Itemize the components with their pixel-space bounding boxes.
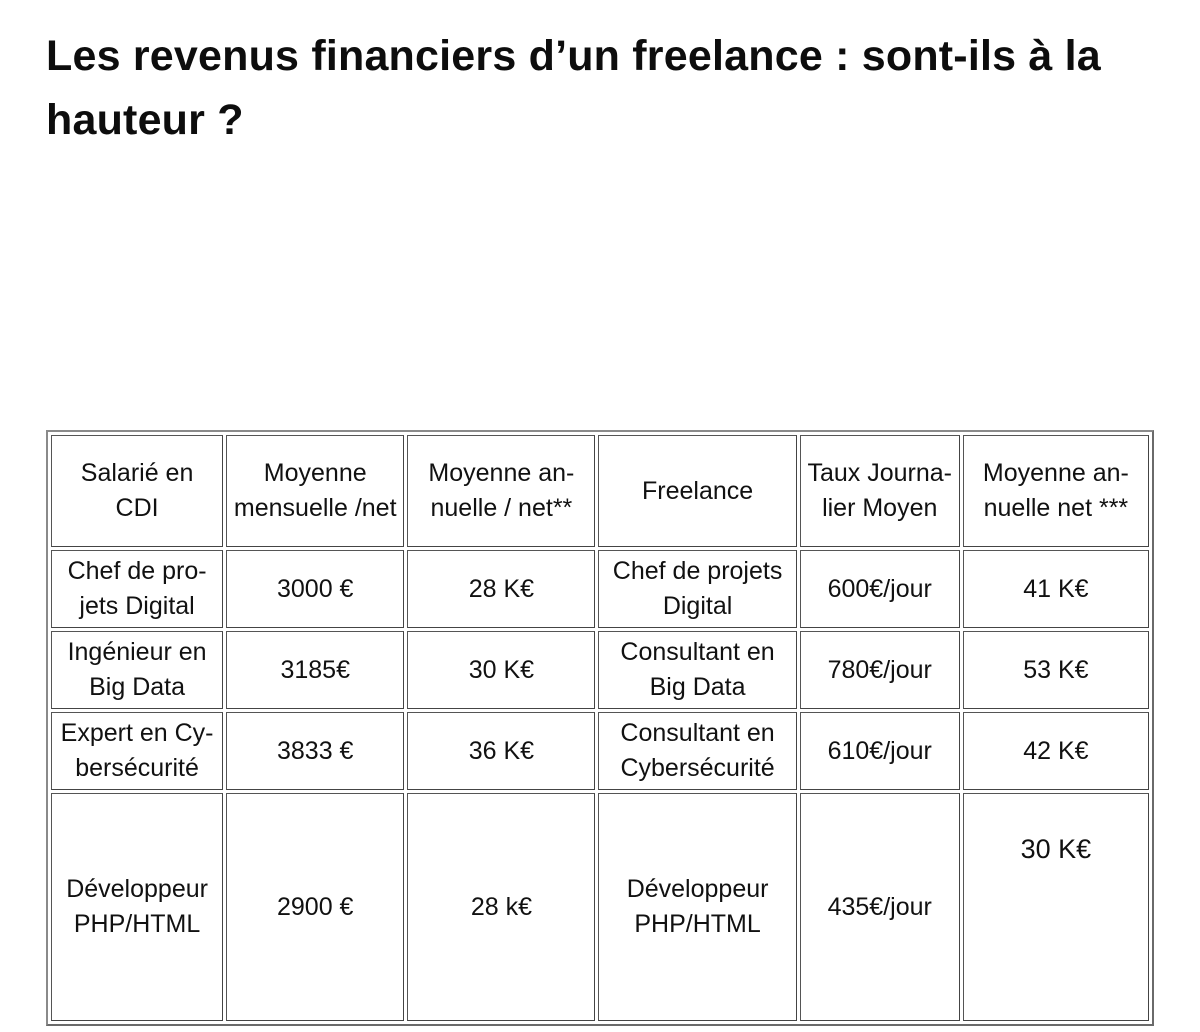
table-cell: Consultant en Big Data — [598, 631, 796, 709]
table-cell: 435€/jour — [800, 793, 960, 1021]
table-cell: Ingénieur en Big Data — [51, 631, 223, 709]
header-cell-moyenne-mensuelle: Moyenne mensuelle /net — [226, 435, 404, 547]
header-cell-moyenne-annuelle-net: Moyenne an-nuelle net *** — [963, 435, 1149, 547]
table-cell: 42 K€ — [963, 712, 1149, 790]
table-cell: Développeur PHP/HTML — [598, 793, 796, 1021]
table-cell: Chef de projets Digital — [598, 550, 796, 628]
table-cell: 600€/jour — [800, 550, 960, 628]
table-row — [51, 712, 1149, 790]
table-row — [51, 550, 1149, 628]
table-row — [51, 631, 1149, 709]
table-cell: 28 K€ — [407, 550, 595, 628]
table-cell: 30 K€ — [407, 631, 595, 709]
table-cell: 36 K€ — [407, 712, 595, 790]
table-cell: 30 K€ — [963, 793, 1149, 1021]
table-cell: 3833 € — [226, 712, 404, 790]
header-cell-salarie-cdi: Salarié en CDI — [51, 435, 223, 547]
table-cell: 3185€ — [226, 631, 404, 709]
table-cell: Consultant en Cybersécurité — [598, 712, 796, 790]
table-cell: 610€/jour — [800, 712, 960, 790]
table-header-row — [51, 435, 1149, 547]
table-cell: Développeur PHP/HTML — [51, 793, 223, 1021]
table-cell: Expert en Cy-bersécurité — [51, 712, 223, 790]
header-cell-freelance: Freelance — [598, 435, 796, 547]
table-cell: 780€/jour — [800, 631, 960, 709]
salary-comparison-table — [46, 430, 1154, 1026]
header-cell-moyenne-annuelle: Moyenne an-nuelle / net** — [407, 435, 595, 547]
table-cell: 41 K€ — [963, 550, 1149, 628]
table-cell: 28 k€ — [407, 793, 595, 1021]
table-cell: 53 K€ — [963, 631, 1149, 709]
table-cell: 3000 € — [226, 550, 404, 628]
table-cell: Chef de pro-jets Digital — [51, 550, 223, 628]
salary-comparison-table-container — [46, 430, 1154, 1026]
header-cell-taux-journalier: Taux Journa-lier Moyen — [800, 435, 960, 547]
table-row — [51, 793, 1149, 1021]
page-title: Les revenus financiers d’un freelance : sont-ils à la hauteur ? — [46, 32, 1101, 144]
table-cell: 2900 € — [226, 793, 404, 1021]
